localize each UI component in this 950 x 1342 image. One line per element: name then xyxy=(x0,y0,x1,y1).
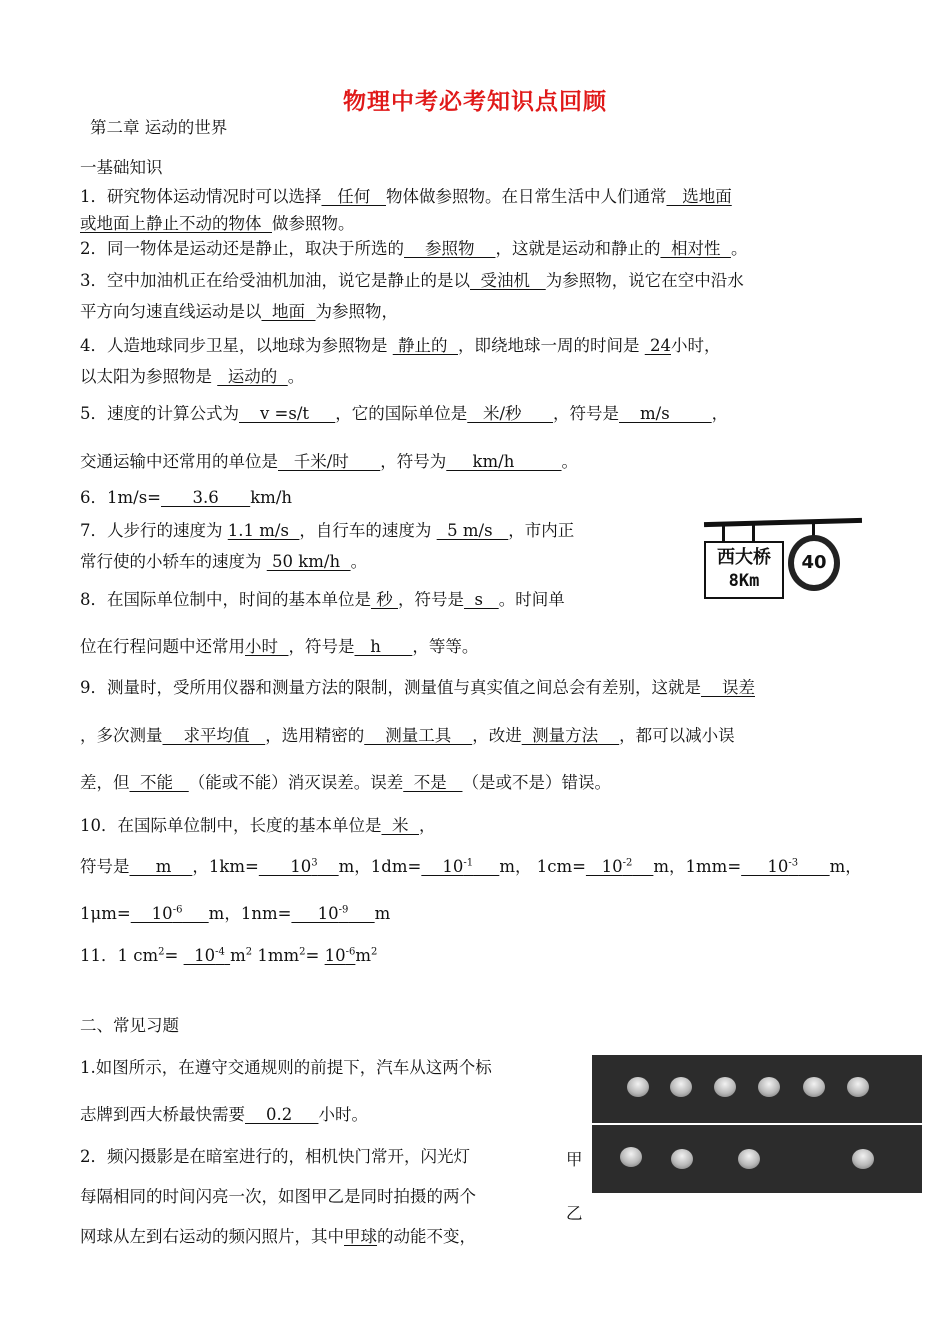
tennis-ball xyxy=(852,1149,874,1169)
sign-post-left xyxy=(722,524,725,542)
question-3-line-2: 平方向匀速直线运动是以 地面 为参照物， xyxy=(80,302,398,321)
strobe-photo-jia xyxy=(592,1055,922,1123)
question-10-line-2: 符号是 m ，1km= $10^3$ m，1dm= $10^{-1}$ m， $1cm= 10^{-2}$ m，1mm= $10^{-3}$ m， xyxy=(80,857,862,876)
exercise-1-line-2: 志牌到西大桥最快需要 0.2 小时。 xyxy=(80,1105,368,1124)
section-basic-knowledge: 一基础知识 xyxy=(80,158,163,177)
question-7-line-2: 常行使的小轿车的速度为 50 km/h 。 xyxy=(80,552,368,571)
strobe-photo-yi xyxy=(592,1125,922,1193)
tennis-ball xyxy=(671,1149,693,1169)
question-9-line-3: 差，但 不能 （能或不能）消灭误差。误差 不是 （是或不是）错误。 xyxy=(80,773,611,792)
tennis-ball xyxy=(714,1077,736,1097)
question-5-line-2: 交通运输中还常用的单位是 千米/时 ，符号为 km/h 。 xyxy=(80,452,579,471)
question-2: 2．同一物体是运动还是静止，取决于所选的 参照物 ，这就是运动和静止的 相对性 。 xyxy=(80,239,748,258)
distance-sign-place: 西大桥 xyxy=(717,547,771,568)
question-1-line-1: 1．研究物体运动情况时可以选择 任何 物体做参照物。在日常生活中人们通常 选地面 xyxy=(80,187,732,206)
question-4-line-2: 以太阳为参照物是 运动的 。 xyxy=(80,367,305,386)
exercise-2-line-2: 每隔相同的时间闪亮一次，如图甲乙是同时拍摄的两个 xyxy=(80,1187,476,1206)
exercise-1-line-1: 1.如图所示，在遵守交通规则的前提下，汽车从这两个标 xyxy=(80,1058,492,1077)
question-11: 11．1 $cm^2= 10^{-4}$ $m^2$ $1mm^2= 10^{-6}m^2$ xyxy=(80,946,378,965)
speed-limit-sign xyxy=(788,535,840,591)
speed-limit-value: 40 xyxy=(801,552,827,573)
traffic-sign-figure xyxy=(700,514,864,600)
question-3-line-1: 3．空中加油机正在给受油机加油，说它是静止的是以 受油机 为参照物，说它在空中沿水 xyxy=(80,271,744,290)
tennis-ball xyxy=(627,1077,649,1097)
question-8-line-1: 8．在国际单位制中，时间的基本单位是 秒 ，符号是 s 。时间单 xyxy=(80,590,565,609)
distance-sign xyxy=(704,541,784,599)
photo-label-yi: 乙 xyxy=(566,1204,583,1223)
exercise-2-line-3: 网球从左到右运动的频闪照片，其中甲球的动能不变， xyxy=(80,1227,476,1246)
question-8-line-2: 位在行程问题中还常用小时 ，符号是 h ，等等。 xyxy=(80,637,479,656)
tennis-ball xyxy=(620,1147,642,1167)
question-9-line-1: 9．测量时，受所用仪器和测量方法的限制，测量值与真实值之间总会有差别，这就是 误差 xyxy=(80,678,755,697)
tennis-ball xyxy=(847,1077,869,1097)
exercise-2-line-1: 2．频闪摄影是在暗室进行的，相机快门常开，闪光灯 xyxy=(80,1147,470,1166)
question-1-line-2: 或地面上静止不动的物体 做参照物。 xyxy=(80,214,355,233)
question-10-line-1: 10．在国际单位制中，长度的基本单位是 米 ， xyxy=(80,816,436,835)
distance-sign-distance: 8Km xyxy=(728,571,760,591)
question-6: 6．1m/s= 3.6 km/h xyxy=(80,488,293,507)
page-title: 物理中考必考知识点回顾 xyxy=(343,88,607,115)
question-5-line-1: 5．速度的计算公式为 v =s/t ，它的国际单位是 米/秒 ，符号是 m/s ， xyxy=(80,404,729,423)
question-9-line-2: ，多次测量 求平均值 ，选用精密的 测量工具 ，改进 测量方法 ，都可以减小误 xyxy=(80,726,735,745)
sign-gantry-bar xyxy=(704,518,862,527)
question-7-line-1: 7．人步行的速度为 1.1 m/s ，自行车的速度为 5 m/s ，市内正 xyxy=(80,521,575,540)
photo-label-jia: 甲 xyxy=(566,1150,583,1169)
section-common-exercises: 二、常见习题 xyxy=(80,1016,179,1035)
sign-post-right xyxy=(752,524,755,542)
tennis-ball xyxy=(803,1077,825,1097)
tennis-ball xyxy=(670,1077,692,1097)
tennis-ball xyxy=(758,1077,780,1097)
question-4-line-1: 4．人造地球同步卫星，以地球为参照物是 静止的 ，即绕地球一周的时间是 24小时， xyxy=(80,336,721,355)
question-10-line-3: 1μm= $10^{-6}$ m，1nm= $10^{-9}$ m xyxy=(80,904,391,923)
chapter-heading: 第二章 运动的世界 xyxy=(90,118,228,137)
tennis-ball xyxy=(738,1149,760,1169)
